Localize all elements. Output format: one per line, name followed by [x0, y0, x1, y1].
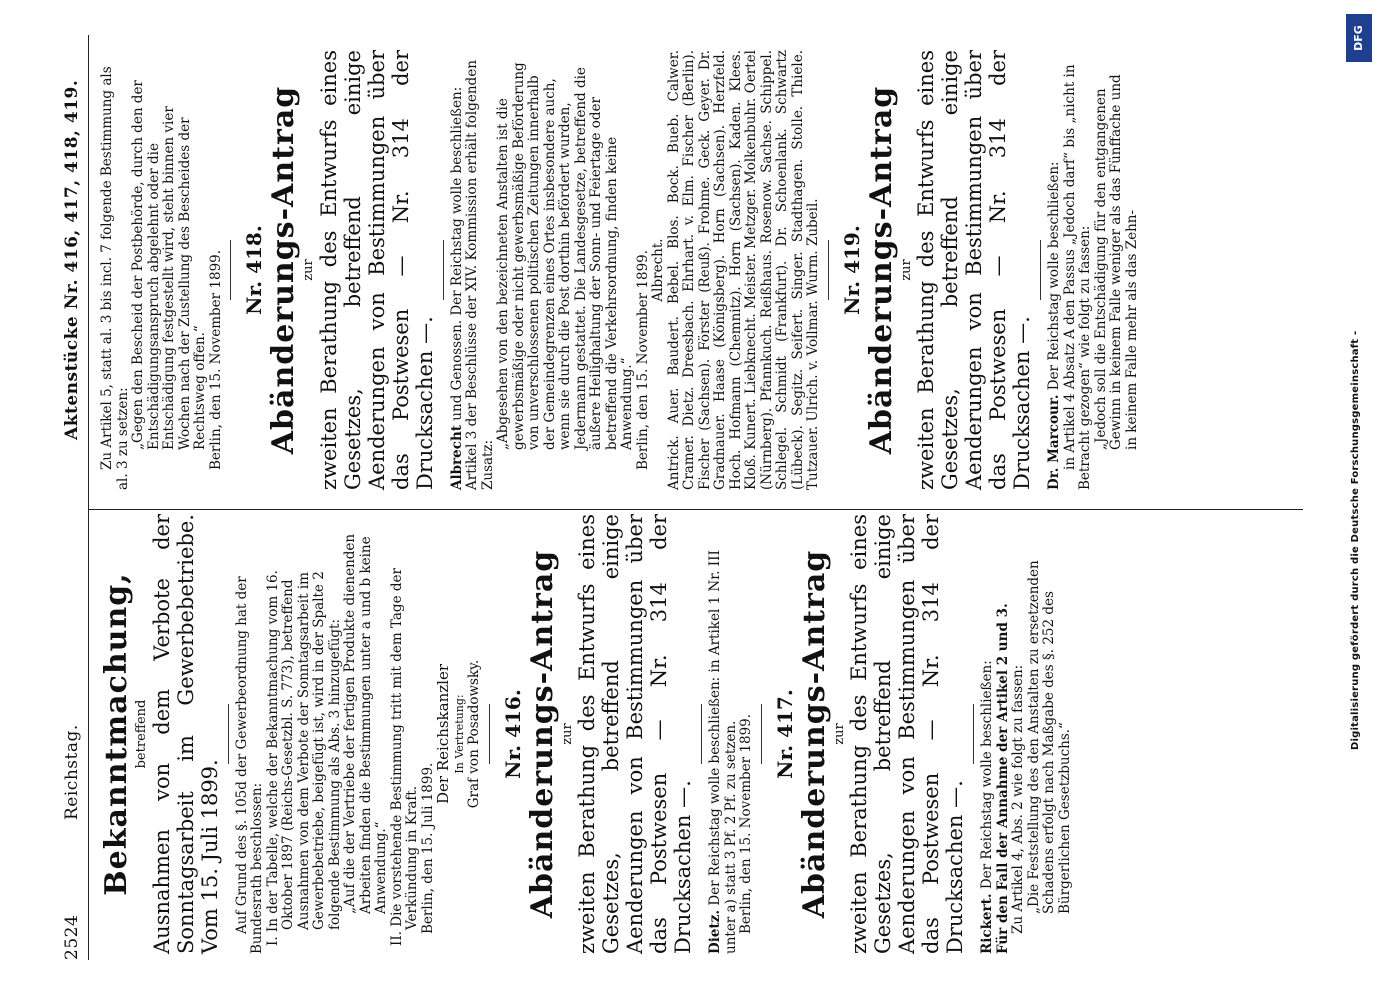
header-reference: Aktenstücke Nr. 416, 417, 418, 419. — [62, 79, 82, 440]
antrag-text-418: zweiten Berathung des Entwurfs eines Gesetzes, betreffend einige Aenderungen von Bestimmungen über das Postwesen — Nr. 314 der Drucksachen —. — [316, 50, 437, 490]
zur-419: zur — [898, 259, 914, 281]
antrag-418-signature: Albrecht. — [650, 238, 666, 302]
antrag-text-419: zweiten Berathung des Entwurfs eines Gesetzes, betreffend einige Aenderungen von Bestimmungen über das Postwesen — Nr. 314 der Drucksachen —. — [914, 50, 1034, 490]
antrag-text-417: zweiten Berathung des Entwurfs eines Gesetzes, betreffend einige Aenderungen von Bestimmungen über das Postwesen — Nr. 314 der Drucksachen —. — [847, 514, 967, 954]
nr-419-heading: Nr. 419. — [839, 225, 864, 315]
zur-417: zur — [831, 723, 847, 745]
short-rule — [973, 704, 974, 764]
short-rule — [701, 704, 702, 764]
left-column — [100, 514, 1073, 954]
antrag-419-text: in Artikel 4 Absatz A den Passus „Jedoch darf“ bis „nicht in Betracht gezogen“ wie folgt zu fassen: — [1061, 64, 1093, 490]
bekanntmachung-title: Bekanntmachung, — [99, 572, 134, 896]
antrag-418-date: Berlin, den 15. November 1899. — [634, 249, 651, 470]
antrag-419-quote: „Jedoch soll die Entschädigung für den entgangenen Gewinn in keinem Falle weniger als das Fünffache und in keinem Falle mehr als das Zehn- — [1092, 74, 1140, 450]
bekanntmachung-lead: Ausnahmen von dem Verbote der Sonntagsarbeit im Gewerbebetriebe. Vom 15. Juli 1899. — [149, 514, 222, 954]
antrag-text-416: zweiten Berathung des Entwurfs eines Gesetzes, betreffend einige Aenderungen von Bestimmungen über das Postwesen — Nr. 314 der Drucksachen —. — [575, 514, 695, 954]
antrag-heading-418: Abänderungs-Antrag — [266, 85, 301, 455]
bekanntmachung-item-ii: II. Die vorstehende Bestimmung tritt mit dem Tage der Verkündung in Kraft. — [388, 568, 420, 946]
artikel-5-text: Zu Artikel 5, statt al. 3 bis incl. 7 folgende Bestimmung als al. 3 zu setzen: — [99, 66, 131, 490]
zur-416: zur — [559, 723, 575, 745]
antrag-417-name: Rickert. — [979, 893, 995, 954]
antrag-417-quote: „Die Feststellung des den Anstalten zu ersetzenden Schadens erfolgt nach Maßgabe des §. 252 des Bürgerlichen Gesetzbuchs.“ — [1025, 560, 1073, 914]
column-divider — [88, 509, 1303, 510]
antrag-417-fall: Für den Fall der Annahme der Artikel 2 und 3. — [994, 603, 1011, 954]
signature-name: Graf von Posadowsky. — [466, 659, 482, 809]
signature-title: Der Reichskanzler — [434, 664, 452, 805]
antrag-419-intro: Der Reichstag wolle beschließen: — [1046, 161, 1062, 391]
short-rule — [443, 240, 444, 300]
antrag-417-text: Zu Artikel 4, Abs. 2 wie folgt zu fassen: — [1010, 664, 1026, 934]
short-rule — [230, 240, 231, 300]
antrag-416-text: Der Reichstag wolle beschließen: in Artikel 1 Nr. III unter a) statt 3 Pf. 2 Pf. zu setzen. — [707, 550, 739, 954]
antrag-418-name: Albrecht — [448, 424, 465, 490]
nr-417-heading: Nr. 417. — [772, 689, 797, 779]
antrag-418-signatories: Antrick. Auer. Baudert. Bebel. Blos. Bock. Bueb. Calwer. Cramer. Dietz. Dreesbach. Ehrhart. v. Elm. Fischer (Berlin). Fischer (Sachsen). Förster (Reuß). Frohme. Geck. Geyer. Dr. Gradnauer. Haase (Königsberg). Horn (Sachsen). Herzfeld. Hoch. Hofmann (Chemnitz). Horn (Sachsen). Kaden. Klees. Kloß. Kunert. Liebknecht. Meister. Metzger. Molkenbuhr. Oertel (Nürnberg). Pfannkuch. Reißhaus. Rosenow. Sachse. Schippel. Schlegel. Schmidt (Frankfurt). Dr. Schoenlank. Schwartz (Lübeck). Segitz. Seifert. Singer. Stadthagen. Stolle. Thiele. Tutzauer. Ulrich. v. Vollmar. Wurm. Zubeil. — [665, 50, 821, 490]
bekanntmachung-date: Berlin, den 15. Juli 1899. — [419, 762, 436, 934]
zur-418: zur — [301, 259, 316, 281]
antrag-418-quote: „Abgesehen von den bezeichneten Anstalten ist die gewerbsmäßige oder nicht gewerbsmäßige Beförderung von unverschlossenen politischen Zeitungen innerhalb der Gemeindegrenzen eines Ortes insbesondere auch, wenn sie durch die Post dorthin befördert wurden, Jedermann gestattet. Die Landesgesetze, betreffend die äußere Heilighaltung der Sonn- und Feiertage oder betreffend die Verkehrsordnung, finden keine Anwendung.“ — [495, 62, 635, 450]
short-rule — [489, 704, 490, 764]
page-number: 2524 — [62, 914, 82, 960]
right-column — [100, 50, 1140, 490]
short-rule — [228, 704, 229, 764]
antrag-416-date: Berlin, den 15. November 1899. — [738, 713, 754, 934]
bekanntmachung-item-i: I. In der Tabelle, welche der Bekanntmachung vom 16. Oktober 1897 (Reichs-Gesetzbl. S. 773), betreffend Ausnahmen von dem Verbote der Sonntagsarbeit im Gewerbebetriebe, beigefügt ist, wird in der Spalte 2 folgende Bestimmung als Abs. 3 hinzugefügt: — [264, 570, 343, 946]
signature-vertretung: In Vertretung: — [452, 694, 466, 774]
nr-416-heading: Nr. 416. — [500, 689, 525, 779]
header-title: Reichstag. — [62, 724, 82, 820]
nr-418-heading: Nr. 418. — [242, 225, 266, 315]
antrag-417-intro: Der Reichstag wolle beschließen: — [979, 660, 995, 890]
bekanntmachung-quote: „Auf die der Vertriebe der fertigen Produkte dienenden Arbeiten finden die Bestimmungen unter a und b keine Anwendung.“ — [342, 533, 389, 914]
page-header — [62, 30, 86, 960]
antrag-417-date: Berlin, den 15. November 1899. — [207, 249, 224, 470]
antrag-416-name: Dietz. — [707, 909, 723, 954]
antrag-heading-417: Abänderungs-Antrag — [796, 549, 832, 919]
short-rule — [761, 704, 762, 764]
bekanntmachung-intro: Auf Grund des §. 105d der Gewerbeordnung hat der Bundesrath beschlossen: — [233, 576, 265, 954]
digitization-stamp — [1342, 0, 1376, 1000]
short-rule — [828, 240, 829, 300]
short-rule — [1040, 240, 1041, 300]
antrag-419-name: Dr. Marcour. — [1046, 394, 1062, 490]
header-rule — [88, 35, 89, 960]
antrag-heading-419: Abänderungs-Antrag — [863, 85, 899, 455]
antrag-heading-416: Abänderungs-Antrag — [524, 549, 560, 919]
bekanntmachung-betreffend: betreffend — [134, 699, 149, 769]
dfg-logo: DFG — [1346, 14, 1372, 62]
stamp-text: Digitalisierung gefördert durch die Deutsche Forschungsgemeinschaft - — [1350, 330, 1361, 750]
artikel-5-quote: „Gegen den Bescheid der Postbehörde, durch den der Entschädigungsanspruch abgelehnt oder die Entschädigung festgestellt wird, steht binnen vier Wochen nach der Zustellung des Bescheides der Rechtsweg offen.“ — [130, 80, 208, 450]
antrag-418-intro: und Genossen. Der Reichstag wolle beschließen: Artikel 3 der Beschlüsse der XIV. Kommission erhält folgenden Zusatz: — [448, 60, 496, 490]
